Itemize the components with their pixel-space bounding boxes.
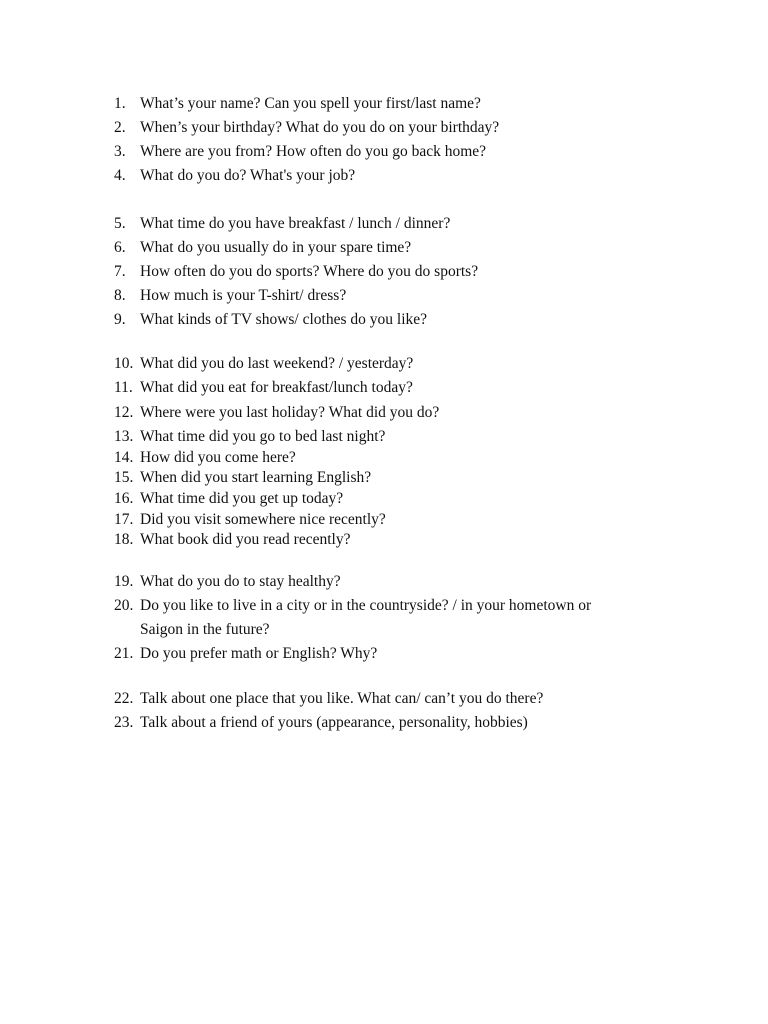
- question-7: [114, 262, 478, 281]
- question-number: 10.: [114, 355, 134, 372]
- question-text: What time did you get up today?: [140, 490, 344, 507]
- question-number: 5.: [114, 215, 126, 232]
- question-text: What time did you go to bed last night?: [140, 428, 386, 445]
- question-number: 11.: [114, 379, 133, 396]
- question-number: 3.: [114, 143, 126, 160]
- question-number: 4.: [114, 167, 126, 184]
- question-text: Do you prefer math or English? Why?: [140, 645, 378, 662]
- question-number: 13.: [114, 428, 134, 445]
- question-number: 6.: [114, 239, 126, 256]
- question-text: Where were you last holiday? What did you do?: [140, 404, 440, 421]
- question-number: 2.: [114, 119, 126, 136]
- question-number: 7.: [114, 263, 126, 280]
- question-text: Talk about a friend of yours (appearance, personality, hobbies): [140, 714, 528, 731]
- question-23: [114, 713, 528, 732]
- question-5: [114, 214, 450, 233]
- question-text: Did you visit somewhere nice recently?: [140, 511, 386, 528]
- question-19: [114, 572, 341, 591]
- question-text: What kinds of TV shows/ clothes do you like?: [140, 311, 428, 328]
- question-12: [114, 403, 439, 422]
- question-13: [114, 427, 385, 446]
- question-text: When’s your birthday? What do you do on your birthday?: [140, 119, 500, 136]
- question-text: When did you start learning English?: [140, 469, 372, 486]
- question-4: [114, 166, 355, 185]
- question-text: What book did you read recently?: [140, 531, 351, 548]
- question-20: [114, 596, 591, 615]
- question-22: [114, 689, 543, 708]
- question-text: What do you do to stay healthy?: [140, 573, 341, 590]
- question-text: Where are you from? How often do you go back home?: [140, 143, 487, 160]
- question-text: How often do you do sports? Where do you do sports?: [140, 263, 479, 280]
- question-number: 16.: [114, 490, 134, 507]
- question-number: 14.: [114, 449, 134, 466]
- question-text: What’s your name? Can you spell your first/last name?: [140, 95, 481, 112]
- question-number: 23.: [114, 714, 134, 731]
- question-2: [114, 118, 499, 137]
- question-text: What time do you have breakfast / lunch / dinner?: [140, 215, 451, 232]
- question-16: [114, 489, 343, 508]
- question-10: [114, 354, 413, 373]
- question-21: [114, 644, 377, 663]
- question-text: How much is your T-shirt/ dress?: [140, 287, 347, 304]
- question-number: 15.: [114, 469, 134, 486]
- question-text: What do you do? What's your job?: [140, 167, 356, 184]
- question-text: What did you do last weekend? / yesterday?: [140, 355, 414, 372]
- question-1: [114, 94, 481, 113]
- question-8: [114, 286, 346, 305]
- question-number: 19.: [114, 573, 134, 590]
- question-6: [114, 238, 411, 257]
- question-number: 12.: [114, 404, 134, 421]
- question-3: [114, 142, 486, 161]
- question-number: 22.: [114, 690, 134, 707]
- question-number: 8.: [114, 287, 126, 304]
- question-11: [114, 378, 413, 397]
- question-20-continuation: Saigon in the future?: [140, 621, 270, 638]
- question-18: [114, 530, 350, 549]
- question-number: 17.: [114, 511, 134, 528]
- question-15: [114, 468, 371, 487]
- question-17: [114, 510, 386, 529]
- question-text: Do you like to live in a city or in the countryside? / in your hometown or: [140, 597, 592, 614]
- question-text: Talk about one place that you like. What can/ can’t you do there?: [140, 690, 544, 707]
- question-number: 18.: [114, 531, 134, 548]
- question-text: How did you come here?: [140, 449, 296, 466]
- question-14: [114, 448, 296, 467]
- question-number: 1.: [114, 95, 126, 112]
- question-number: 9.: [114, 311, 126, 328]
- question-text: What do you usually do in your spare time?: [140, 239, 412, 256]
- question-text: What did you eat for breakfast/lunch today?: [140, 379, 413, 396]
- question-number: 20.: [114, 597, 134, 614]
- question-number: 21.: [114, 645, 134, 662]
- question-9: [114, 310, 427, 329]
